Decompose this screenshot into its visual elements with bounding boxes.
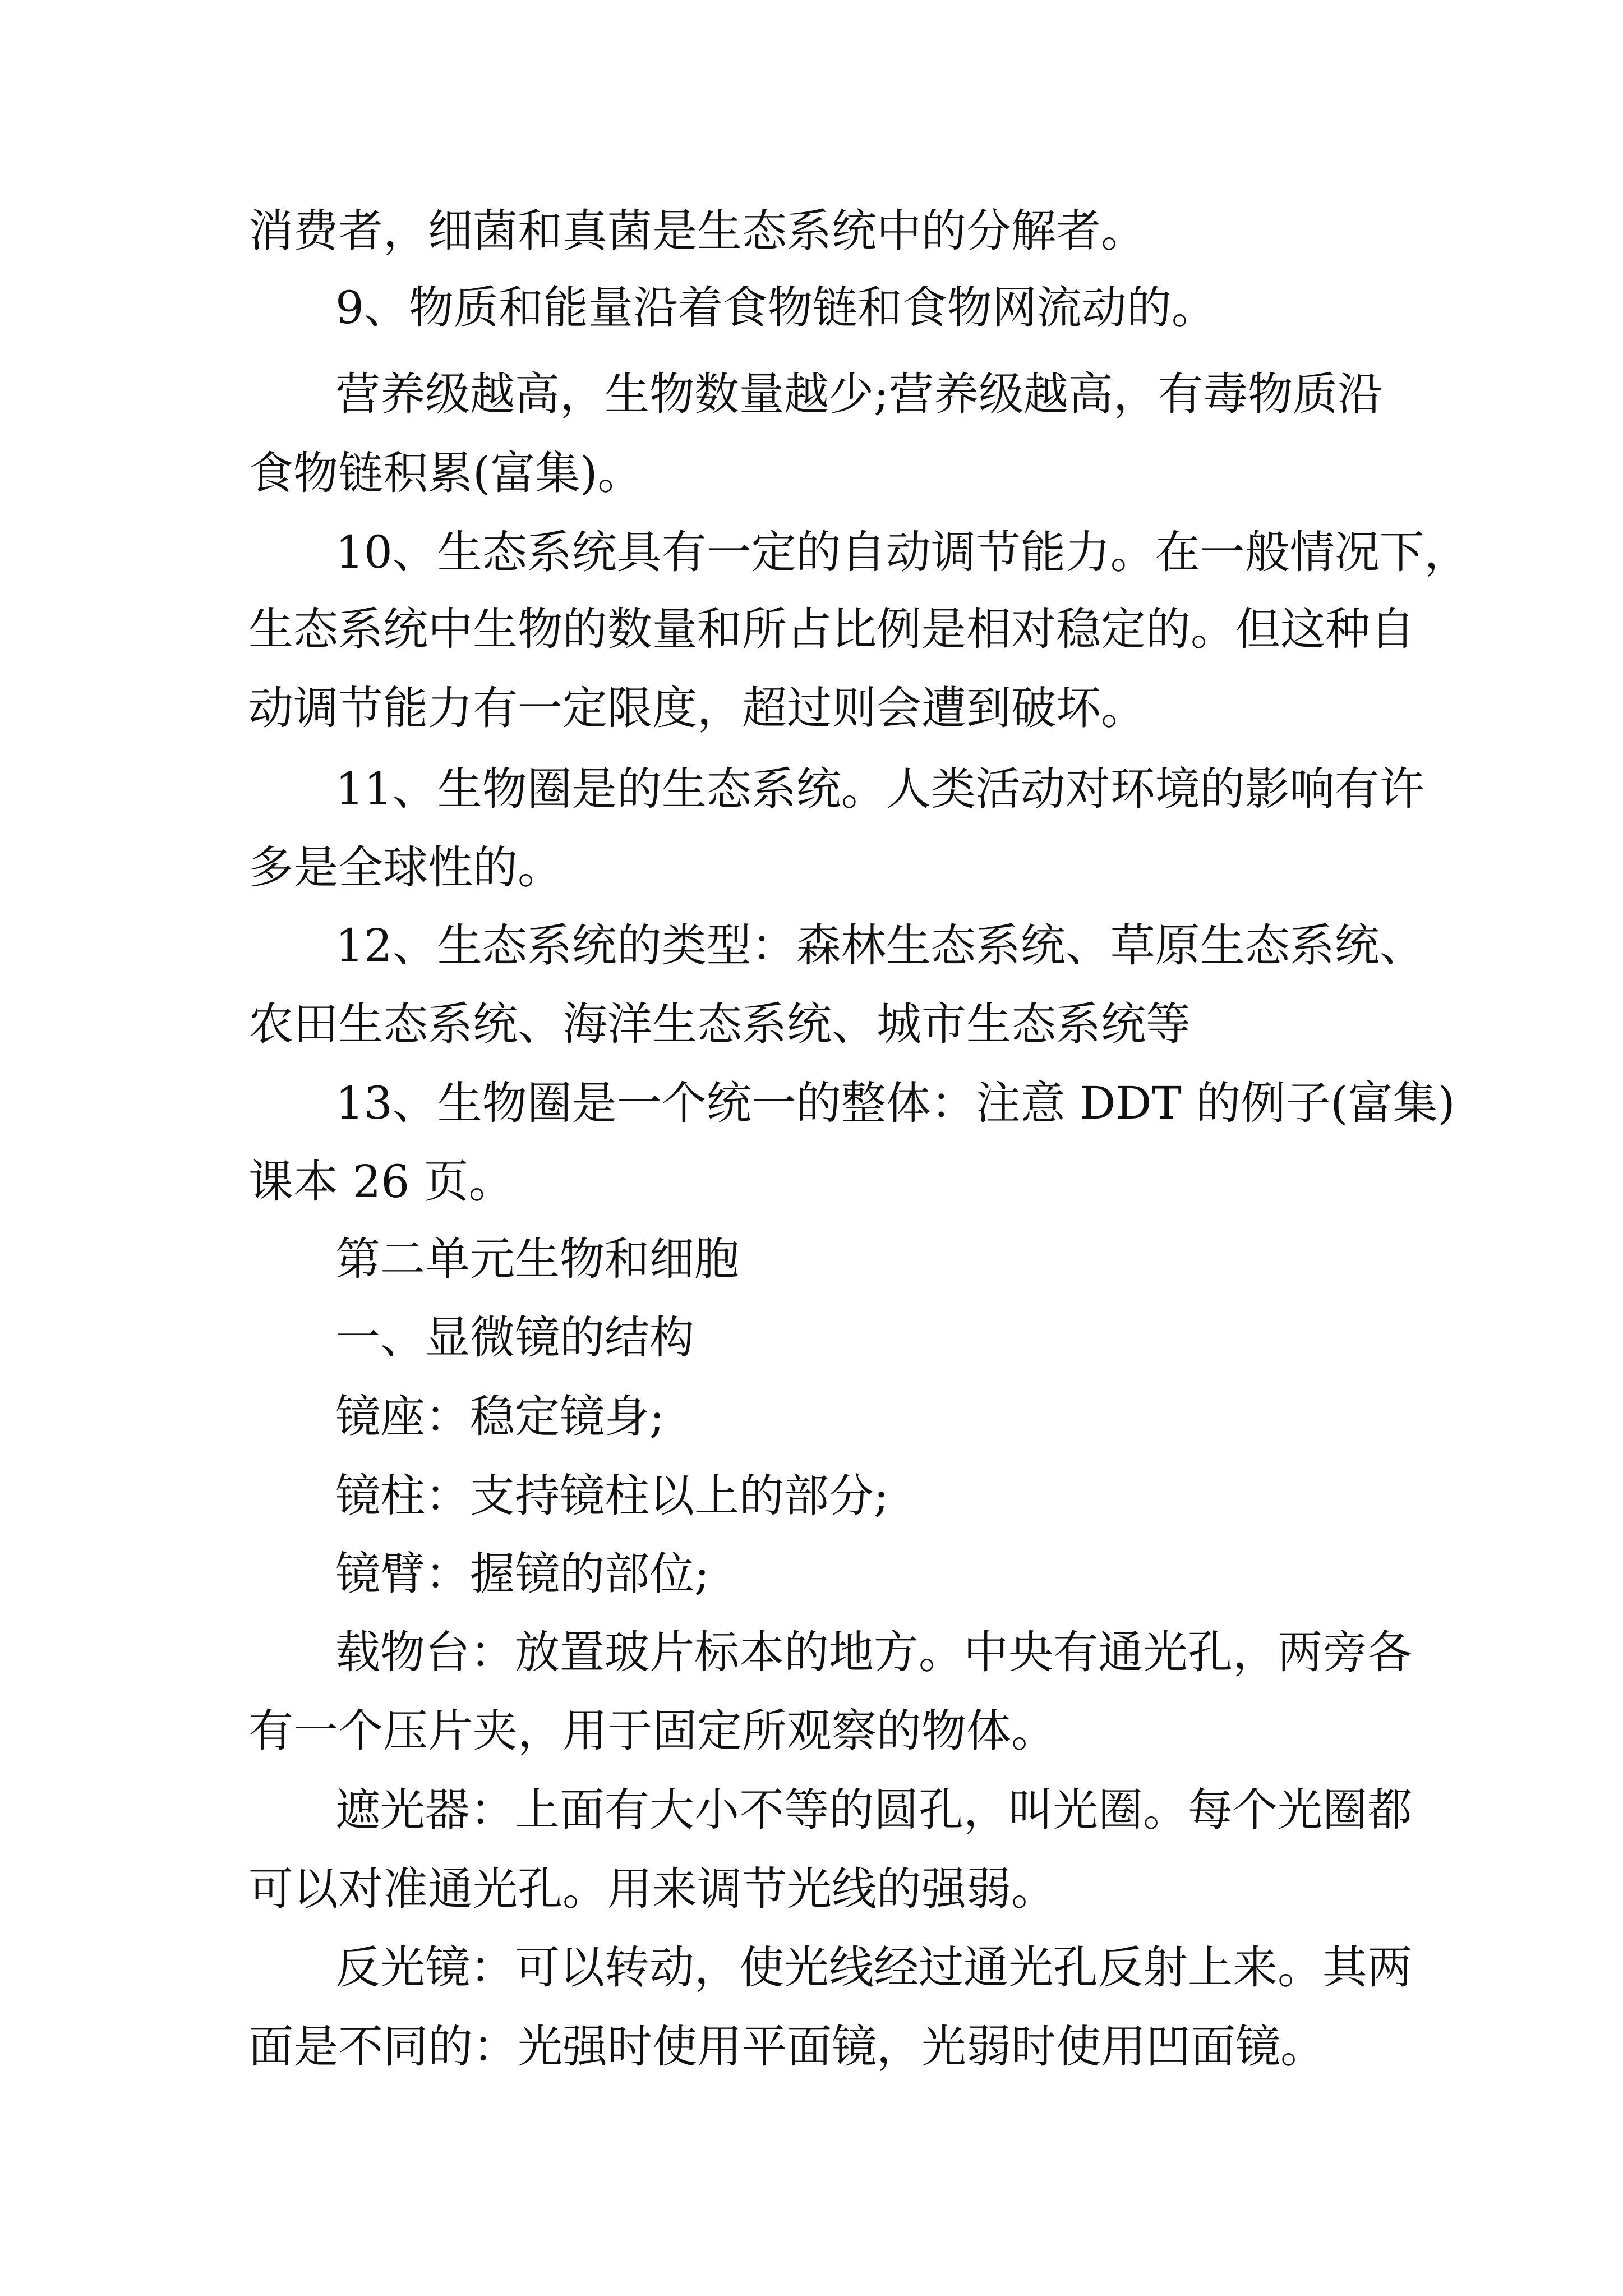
text-line: 镜柱：支持镜柱以上的部分; [335, 1470, 889, 1522]
text-line: 13、生物圈是一个统一的整体：注意 DDT 的例子(富集) [335, 1077, 1455, 1129]
text-line: 营养级越高，生物数量越少;营养级越高，有毒物质沿 [335, 368, 1382, 420]
text-line: 面是不同的：光强时使用平面镜，光弱时使用凹面镜。 [248, 2021, 1325, 2073]
text-line: 多是全球性的。 [248, 841, 562, 894]
text-line: 镜臂：握镜的部位; [335, 1548, 709, 1600]
text-line: 动调节能力有一定限度，超过则会遭到破坏。 [248, 682, 1146, 734]
section-heading: 第二单元生物和细胞 [335, 1233, 739, 1285]
text-line: 12、生态系统的类型：森林生态系统、草原生态系统、 [335, 919, 1424, 972]
text-line: 可以对准通光孔。用来调节光线的强弱。 [248, 1863, 1056, 1915]
text-line: 课本 26 页。 [248, 1156, 514, 1208]
text-line: 食物链积累(富集)。 [248, 447, 643, 499]
text-line: 消费者，细菌和真菌是生态系统中的分解者。 [248, 205, 1146, 257]
text-line: 有一个压片夹，用于固定所观察的物体。 [248, 1705, 1056, 1757]
text-line: 遮光器：上面有大小不等的圆孔，叫光圈。每个光圈都 [335, 1784, 1412, 1836]
text-line: 农田生态系统、海洋生态系统、城市生态系统等 [248, 998, 1191, 1050]
text-line: 10、生态系统具有一定的自动调节能力。在一般情况下， [335, 526, 1469, 578]
text-line: 生态系统中生物的数量和所占比例是相对稳定的。但这种自 [248, 603, 1415, 655]
text-line: 载物台：放置玻片标本的地方。中央有通光孔，两旁各 [335, 1626, 1412, 1678]
text-line: 镜座：稳定镜身; [335, 1391, 665, 1443]
text-line: 11、生物圈是的生态系统。人类活动对环境的影响有许 [335, 763, 1424, 815]
text-line: 9、物质和能量沿着食物链和食物网流动的。 [335, 282, 1216, 334]
subsection-heading: 一、显微镜的结构 [335, 1312, 694, 1364]
text-line: 反光镜：可以转动，使光线经过通光孔反射上来。其两 [335, 1941, 1412, 1994]
